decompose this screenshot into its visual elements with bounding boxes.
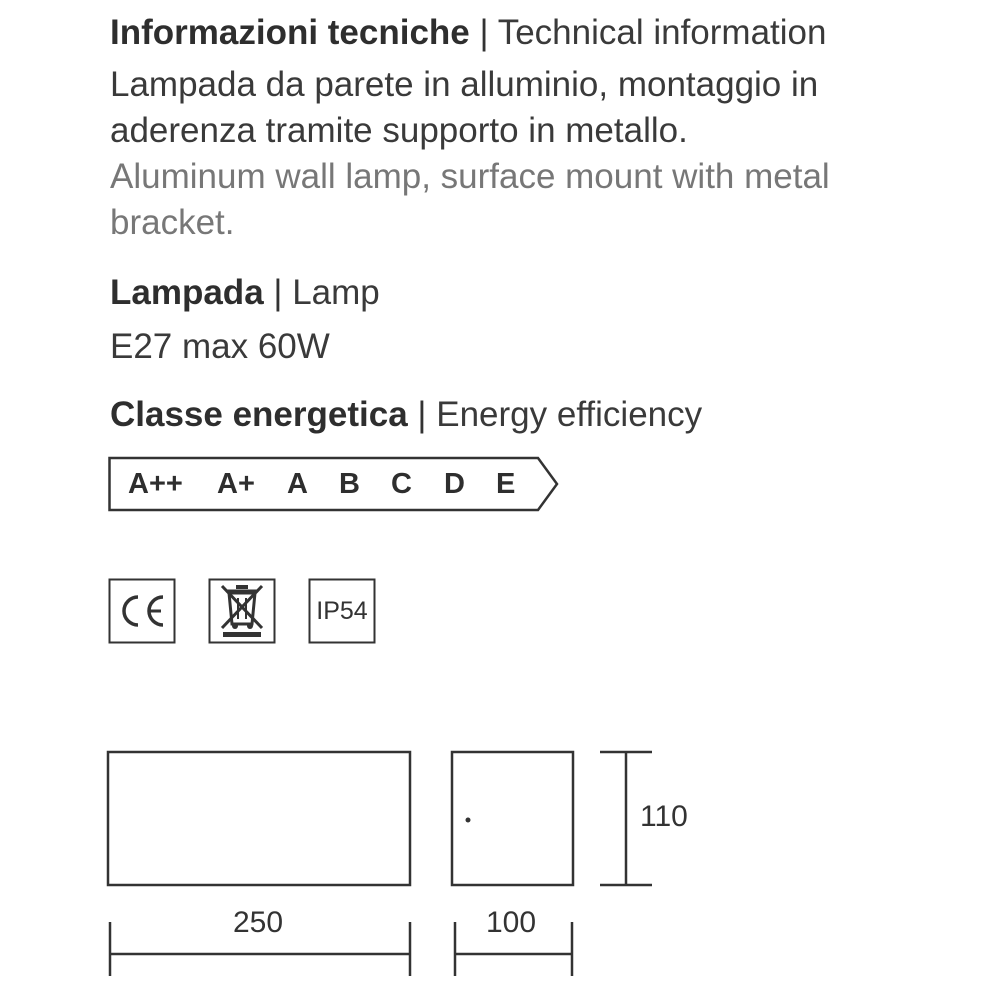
side-view-outline (452, 752, 573, 885)
energy-class-e: E (496, 468, 516, 500)
ip-rating-text: IP54 (316, 597, 368, 625)
mounting-point-dot (466, 818, 471, 823)
technical-desc-it-line2: aderenza tramite supporto in metallo. (110, 111, 688, 150)
energy-class-a-plus: A+ (217, 468, 255, 500)
front-view-outline (108, 752, 410, 885)
energy-separator: | (417, 395, 427, 434)
lamp-value: E27 max 60W (110, 327, 330, 366)
technical-title-it: Informazioni tecniche (110, 13, 470, 52)
technical-desc-en-line2: bracket. (110, 203, 235, 242)
energy-title-en: Energy efficiency (436, 395, 703, 434)
lamp-title-it: Lampada (110, 273, 264, 312)
technical-desc-en-line1: Aluminum wall lamp, surface mount with metal (110, 157, 830, 196)
lamp-title-en: Lamp (292, 273, 380, 312)
energy-class-a-plus-plus: A++ (128, 468, 183, 500)
energy-class-c: C (391, 468, 412, 500)
depth-dimension-label: 100 (486, 906, 537, 939)
energy-class-a: A (287, 468, 308, 500)
energy-class-b: B (339, 468, 360, 500)
lamp-separator: | (273, 273, 283, 312)
energy-class-d: D (444, 468, 465, 500)
technical-title-en: Technical information (497, 13, 827, 52)
technical-desc-it-line1: Lampada da parete in alluminio, montaggio in (110, 65, 819, 104)
energy-title-it: Classe energetica (110, 395, 408, 434)
height-dimension-label: 110 (640, 800, 688, 833)
technical-separator: | (479, 13, 489, 52)
width-dimension-label: 250 (233, 906, 284, 939)
